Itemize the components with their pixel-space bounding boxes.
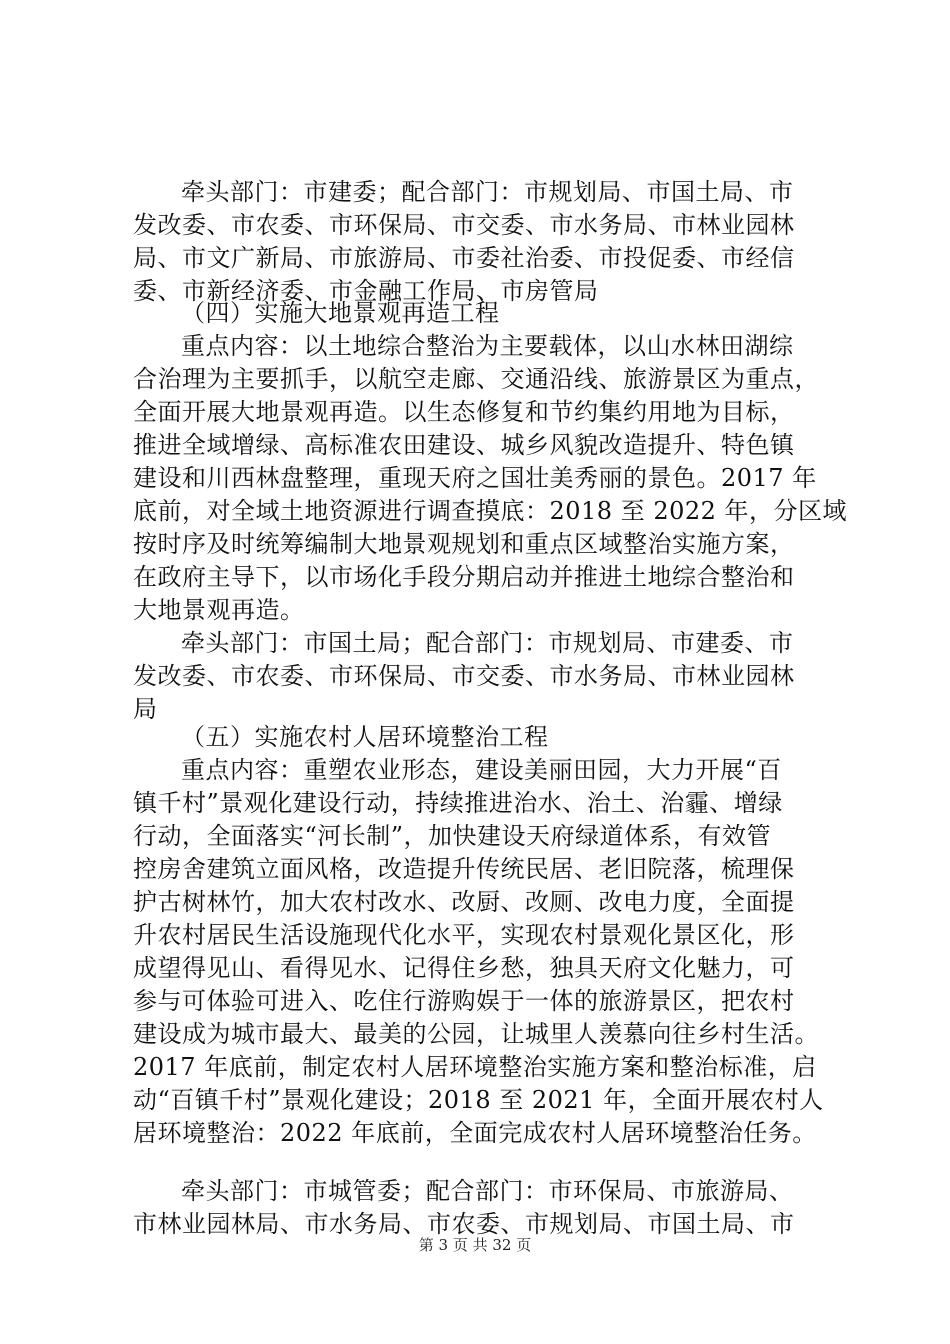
- text-line: 在政府主导下，以市场化手段分期启动并推进土地综合整治和: [133, 563, 795, 591]
- text-line: 动“百镇千村”景观化建设；2018 至 2021 年，全面开展农村人: [133, 1086, 824, 1114]
- text-line: 委、市新经济委、市金融工作局、市房管局: [133, 277, 599, 305]
- page-number-footer: 第 3 页 共 32 页: [418, 1236, 532, 1254]
- text-line: 控房舍建筑立面风格，改造提升传统民居、老旧院落，梳理保: [133, 855, 795, 883]
- text-line: 合治理为主要抓手，以航空走廊、交通沿线、旅游景区为重点，: [133, 365, 819, 393]
- section-heading: （四）实施大地景观再造工程: [181, 299, 500, 327]
- text-line: 成望得见山、看得见水、记得住乡愁，独具天府文化魅力，可: [133, 954, 795, 982]
- text-line: 全面开展大地景观再造。以生态修复和节约集约用地为目标，: [133, 398, 795, 426]
- text-line: 发改委、市农委、市环保局、市交委、市水务局、市林业园林: [133, 211, 795, 239]
- text-line: 参与可体验可进入、吃住行游购娱于一体的旅游景区，把农村: [133, 987, 795, 1015]
- text-line: 居环境整治：2022 年底前，全面完成农村人居环境整治任务。: [133, 1119, 817, 1147]
- text-line: 底前，对全域土地资源进行调查摸底：2018 至 2022 年，分区域: [133, 497, 848, 525]
- text-line: 重点内容：以土地综合整治为主要载体，以山水林田湖综: [181, 332, 794, 360]
- text-line: 按时序及时统筹编制大地景观规划和重点区域整治实施方案，: [133, 530, 795, 558]
- text-line: 市林业园林局、市水务局、市农委、市规划局、市国土局、市: [133, 1210, 795, 1238]
- text-line: 2017 年底前，制定农村人居环境整治实施方案和整治标准，启: [133, 1053, 817, 1081]
- text-line: 局: [133, 695, 158, 723]
- text-line: 护古树林竹，加大农村改水、改厨、改厕、改电力度，全面提: [133, 888, 795, 916]
- text-line: 推进全域增绿、高标准农田建设、城乡风貌改造提升、特色镇: [133, 431, 795, 459]
- text-line: 局、市文广新局、市旅游局、市委社治委、市投促委、市经信: [133, 244, 795, 272]
- text-line: 行动，全面落实“河长制”，加快建设天府绿道体系，有效管: [133, 822, 772, 850]
- text-line: 镇千村”景观化建设行动，持续推进治水、治土、治霾、增绿: [133, 789, 783, 817]
- text-line: 重点内容：重塑农业形态，建设美丽田园，大力开展“百: [181, 756, 782, 784]
- text-line: 牵头部门：市城管委；配合部门：市环保局、市旅游局、: [181, 1177, 794, 1205]
- text-line: 升农村居民生活设施现代化水平，实现农村景观化景区化，形: [133, 921, 795, 949]
- text-line: 建设和川西林盘整理，重现天府之国壮美秀丽的景色。2017 年: [133, 464, 817, 492]
- text-line: 建设成为城市最大、最美的公园，让城里人羡慕向往乡村生活。: [133, 1020, 819, 1048]
- text-line: 发改委、市农委、市环保局、市交委、市水务局、市林业园林: [133, 662, 795, 690]
- text-line: 大地景观再造。: [133, 596, 305, 624]
- text-line: 牵头部门：市建委；配合部门：市规划局、市国土局、市: [181, 178, 794, 206]
- text-line: 牵头部门：市国土局；配合部门：市规划局、市建委、市: [181, 629, 794, 657]
- section-heading: （五）实施农村人居环境整治工程: [181, 723, 549, 751]
